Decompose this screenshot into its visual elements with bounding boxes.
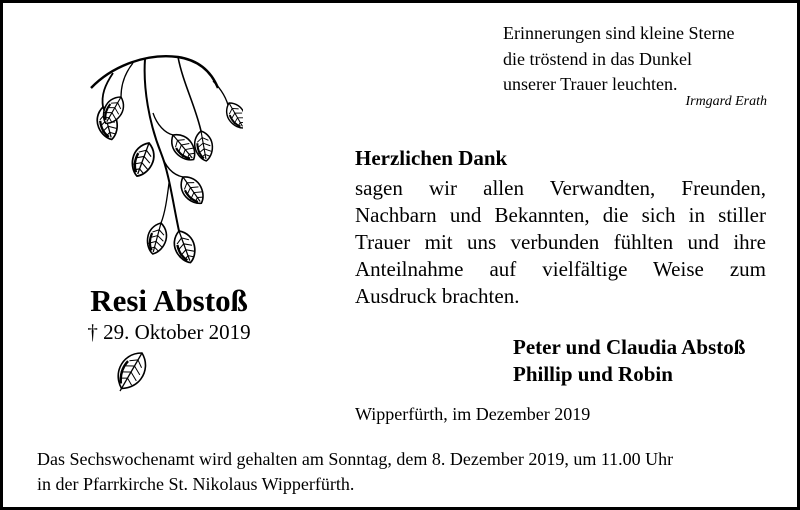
announcement-line: in der Pfarrkirche St. Nikolaus Wipperfürth. [37,474,355,494]
thanks-line: sagen wir allen Verwandten, Freunden, [355,176,766,200]
signer-line: Peter und Claudia Abstoß [513,335,746,359]
quote-line: unserer Trauer leuchten. [503,74,678,94]
deceased-name: Resi Abstoß [90,283,248,318]
quote-line: Erinnerungen sind kleine Sterne [503,23,735,43]
announcement-line: Das Sechswochenamt wird gehalten am Sonntag, dem 8. Dezember 2019, um 11.00 Uhr [37,449,674,469]
thanks-line: Nachbarn und Bekannten, die sich in stiller [355,203,766,227]
place-date: Wipperfürth, im Dezember 2019 [355,404,591,424]
mass-announcement [37,447,777,497]
signers [513,334,745,388]
falling-leaf-icon [116,349,156,407]
quote-author: Irmgard Erath [685,94,767,109]
thanks-line: Anteilnahme auf vielfältige Weise zum [355,257,766,281]
quote-line: die tröstend in das Dunkel [503,48,692,69]
thanks-line: Ausdruck brachten. [355,284,520,308]
thanks-heading: Herzlichen Dank [355,146,508,170]
birch-branch-icon [73,43,243,288]
memorial-quote [503,21,775,98]
signer-line: Phillip und Robin [513,362,673,386]
thanks-line: Trauer mit uns verbunden fühlten und ihre [355,230,766,254]
thanks-text [355,175,766,310]
death-date: † 29. Oktober 2019 [87,320,251,344]
